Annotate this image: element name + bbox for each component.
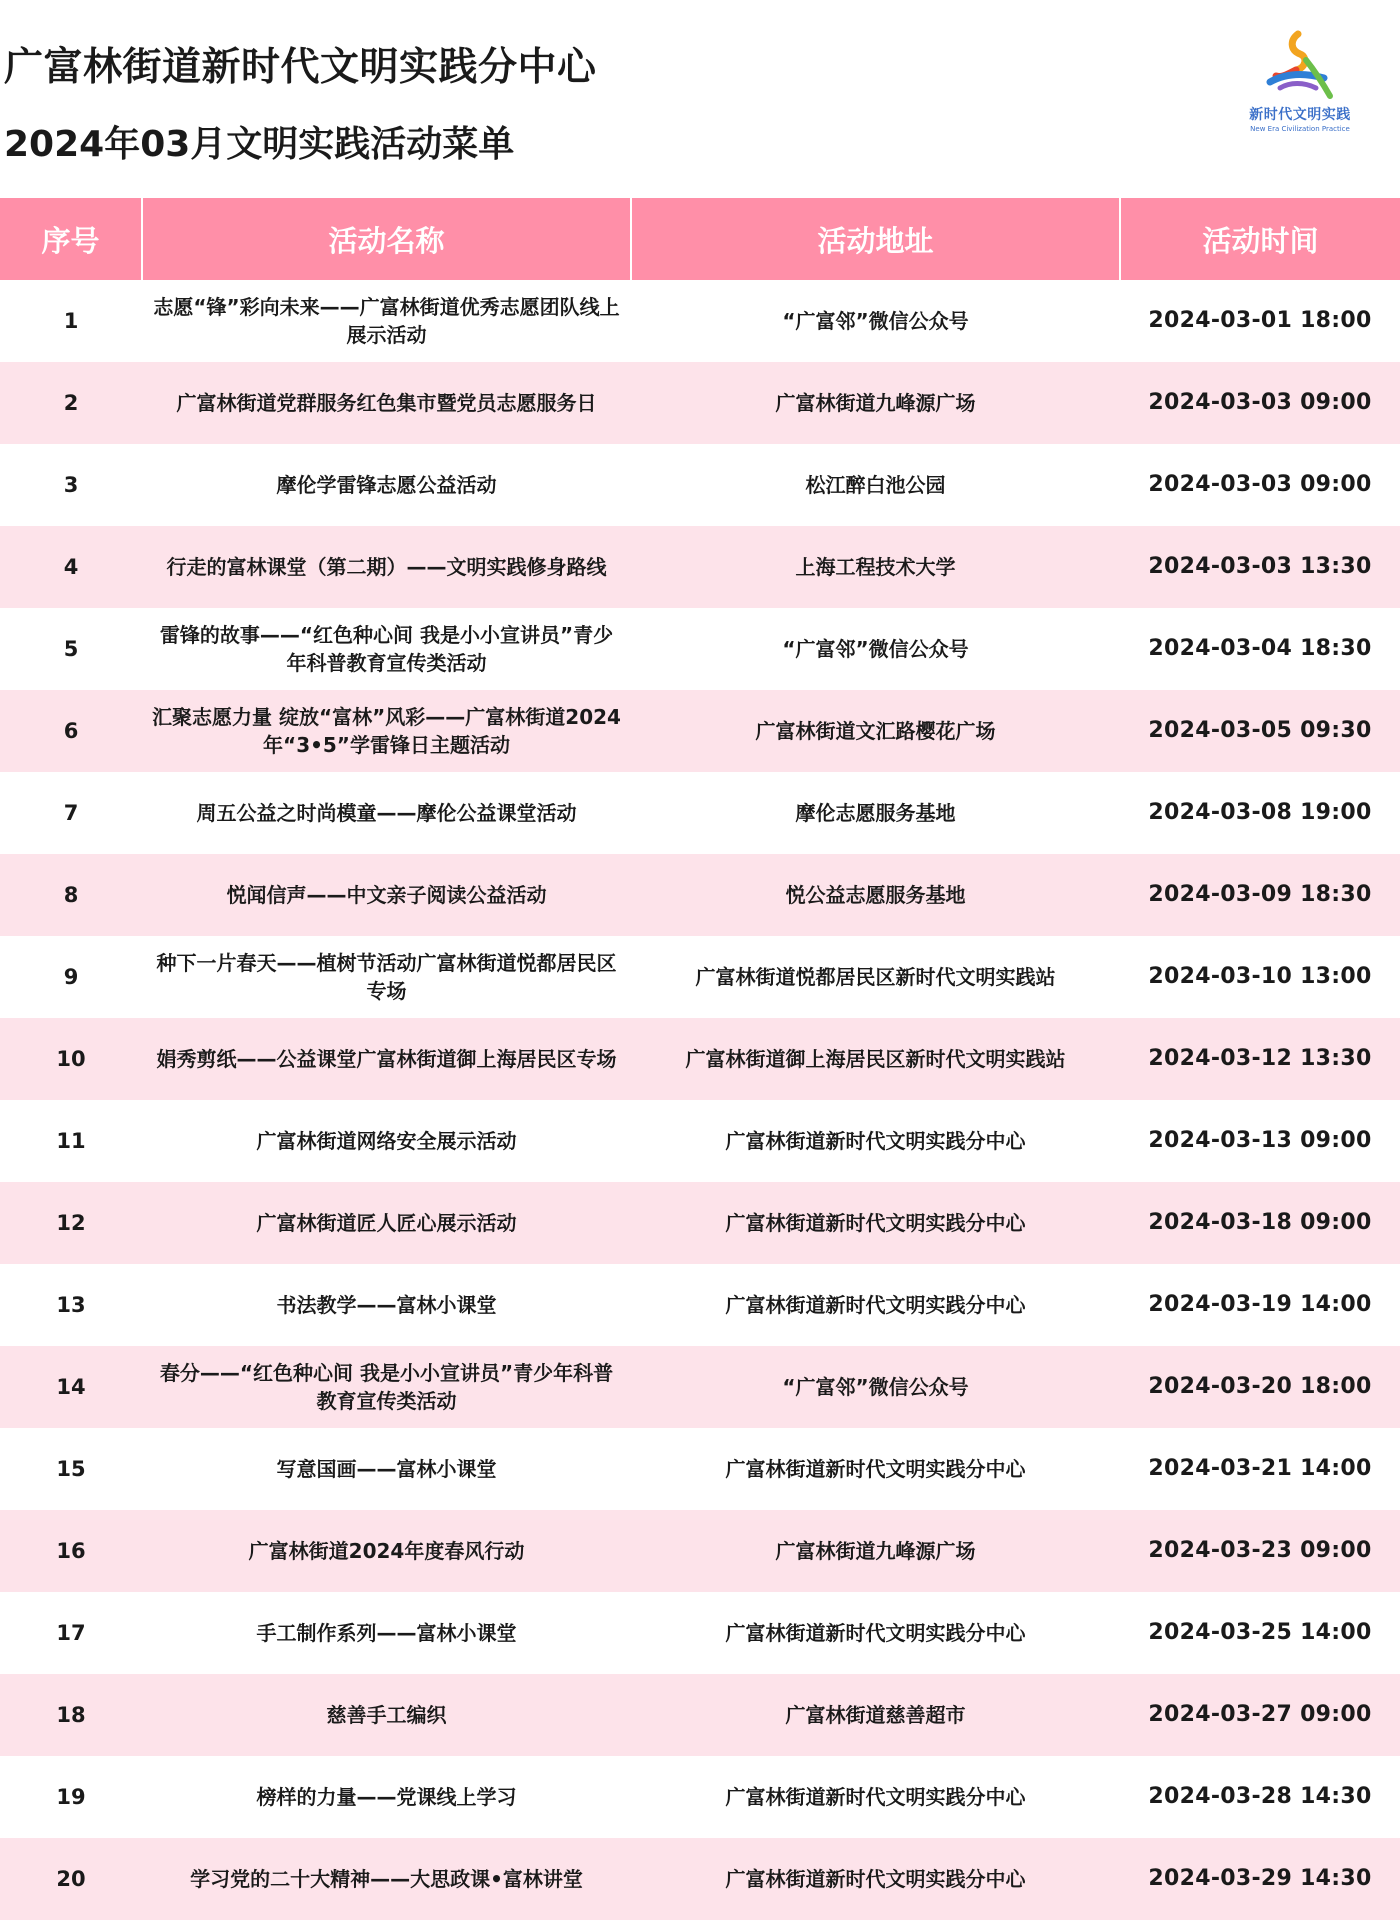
activity-time: 2024-03-18 09:00 (1120, 1182, 1400, 1264)
table-row (0, 1100, 1400, 1182)
activity-time: 2024-03-08 19:00 (1120, 772, 1400, 854)
activity-time: 2024-03-19 14:00 (1120, 1264, 1400, 1346)
activity-table (0, 198, 1400, 1920)
row-number: 3 (0, 444, 142, 526)
table-row (0, 280, 1400, 362)
table-row (0, 936, 1400, 1018)
table-row (0, 1838, 1400, 1920)
activity-time: 2024-03-03 13:30 (1120, 526, 1400, 608)
row-number: 6 (0, 690, 142, 772)
activity-name: 榜样的力量——党课线上学习 (142, 1756, 631, 1838)
table-row (0, 772, 1400, 854)
row-number: 2 (0, 362, 142, 444)
activity-time: 2024-03-12 13:30 (1120, 1018, 1400, 1100)
table-row (0, 608, 1400, 690)
activity-place: “广富邻”微信公众号 (631, 1346, 1120, 1428)
table-row (0, 1018, 1400, 1100)
activity-place: 广富林街道新时代文明实践分中心 (631, 1264, 1120, 1346)
table-row (0, 444, 1400, 526)
row-number: 20 (0, 1838, 142, 1920)
row-number: 9 (0, 936, 142, 1018)
activity-place: 广富林街道新时代文明实践分中心 (631, 1838, 1120, 1920)
activity-name: 广富林街道网络安全展示活动 (142, 1100, 631, 1182)
logo-cn-text: 新时代文明实践 (1249, 107, 1351, 123)
activity-time: 2024-03-25 14:00 (1120, 1592, 1400, 1674)
table-row (0, 1674, 1400, 1756)
activity-time: 2024-03-13 09:00 (1120, 1100, 1400, 1182)
row-number: 19 (0, 1756, 142, 1838)
row-number: 7 (0, 772, 142, 854)
activity-time: 2024-03-23 09:00 (1120, 1510, 1400, 1592)
table-row (0, 526, 1400, 608)
column-header-place: 活动地址 (631, 198, 1120, 280)
activity-place: 广富林街道九峰源广场 (631, 362, 1120, 444)
activity-name: 行走的富林课堂（第二期）——文明实践修身路线 (142, 526, 631, 608)
activity-place: 悦公益志愿服务基地 (631, 854, 1120, 936)
row-number: 16 (0, 1510, 142, 1592)
activity-time: 2024-03-27 09:00 (1120, 1674, 1400, 1756)
activity-name: 汇聚志愿力量 绽放“富林”风彩——广富林街道2024年“3•5”学雷锋日主题活动 (142, 690, 631, 772)
row-number: 8 (0, 854, 142, 936)
table-row (0, 854, 1400, 936)
activity-place: 上海工程技术大学 (631, 526, 1120, 608)
activity-name: 手工制作系列——富林小课堂 (142, 1592, 631, 1674)
activity-name: 春分——“红色种心间 我是小小宣讲员”青少年科普教育宣传类活动 (142, 1346, 631, 1428)
column-header-no: 序号 (0, 198, 142, 280)
activity-place: 广富林街道御上海居民区新时代文明实践站 (631, 1018, 1120, 1100)
activity-name: 摩伦学雷锋志愿公益活动 (142, 444, 631, 526)
activity-name: 书法教学——富林小课堂 (142, 1264, 631, 1346)
activity-time: 2024-03-04 18:30 (1120, 608, 1400, 690)
column-header-time: 活动时间 (1120, 198, 1400, 280)
activity-name: 种下一片春天——植树节活动广富林街道悦都居民区专场 (142, 936, 631, 1018)
activity-time: 2024-03-20 18:00 (1120, 1346, 1400, 1428)
activity-place: 松江醉白池公园 (631, 444, 1120, 526)
row-number: 14 (0, 1346, 142, 1428)
table-row (0, 1264, 1400, 1346)
row-number: 17 (0, 1592, 142, 1674)
table-row (0, 362, 1400, 444)
table-row (0, 690, 1400, 772)
row-number: 10 (0, 1018, 142, 1100)
table-row (0, 1510, 1400, 1592)
page-title: 广富林街道新时代文明实践分中心 (4, 45, 597, 90)
activity-time: 2024-03-03 09:00 (1120, 362, 1400, 444)
activity-name: 志愿“锋”彩向未来——广富林街道优秀志愿团队线上展示活动 (142, 280, 631, 362)
column-header-name: 活动名称 (142, 198, 631, 280)
activity-place: 广富林街道悦都居民区新时代文明实践站 (631, 936, 1120, 1018)
activity-place: 广富林街道慈善超市 (631, 1674, 1120, 1756)
activity-name: 广富林街道匠人匠心展示活动 (142, 1182, 631, 1264)
table-row (0, 1592, 1400, 1674)
activity-place: “广富邻”微信公众号 (631, 608, 1120, 690)
activity-name: 学习党的二十大精神——大思政课•富林讲堂 (142, 1838, 631, 1920)
activity-time: 2024-03-05 09:30 (1120, 690, 1400, 772)
activity-time: 2024-03-29 14:30 (1120, 1838, 1400, 1920)
activity-time: 2024-03-21 14:00 (1120, 1428, 1400, 1510)
activity-name: 广富林街道2024年度春风行动 (142, 1510, 631, 1592)
table-header-row (0, 198, 1400, 280)
row-number: 1 (0, 280, 142, 362)
activity-place: 摩伦志愿服务基地 (631, 772, 1120, 854)
activity-place: 广富林街道新时代文明实践分中心 (631, 1428, 1120, 1510)
activity-place: 广富林街道文汇路樱花广场 (631, 690, 1120, 772)
table-row (0, 1428, 1400, 1510)
activity-place: 广富林街道新时代文明实践分中心 (631, 1756, 1120, 1838)
row-number: 11 (0, 1100, 142, 1182)
page-subtitle: 2024年03月文明实践活动菜单 (4, 124, 515, 165)
activity-name: 慈善手工编织 (142, 1674, 631, 1756)
activity-place: 广富林街道新时代文明实践分中心 (631, 1100, 1120, 1182)
activity-place: 广富林街道新时代文明实践分中心 (631, 1182, 1120, 1264)
activity-name: 悦闻信声——中文亲子阅读公益活动 (142, 854, 631, 936)
row-number: 5 (0, 608, 142, 690)
page-header (0, 0, 1400, 198)
activity-name: 写意国画——富林小课堂 (142, 1428, 631, 1510)
activity-time: 2024-03-01 18:00 (1120, 280, 1400, 362)
activity-time: 2024-03-09 18:30 (1120, 854, 1400, 936)
row-number: 13 (0, 1264, 142, 1346)
table-row (0, 1756, 1400, 1838)
activity-time: 2024-03-03 09:00 (1120, 444, 1400, 526)
row-number: 4 (0, 526, 142, 608)
table-row (0, 1346, 1400, 1428)
activity-place: 广富林街道新时代文明实践分中心 (631, 1592, 1120, 1674)
activity-name: 雷锋的故事——“红色种心间 我是小小宣讲员”青少年科普教育宣传类活动 (142, 608, 631, 690)
activity-name: 周五公益之时尚模童——摩伦公益课堂活动 (142, 772, 631, 854)
activity-place: 广富林街道九峰源广场 (631, 1510, 1120, 1592)
activity-time: 2024-03-28 14:30 (1120, 1756, 1400, 1838)
activity-name: 广富林街道党群服务红色集市暨党员志愿服务日 (142, 362, 631, 444)
activity-time: 2024-03-10 13:00 (1120, 936, 1400, 1018)
table-row (0, 1182, 1400, 1264)
activity-place: “广富邻”微信公众号 (631, 280, 1120, 362)
logo-en-text: New Era Civilization Practice (1250, 125, 1350, 133)
row-number: 12 (0, 1182, 142, 1264)
row-number: 15 (0, 1428, 142, 1510)
new-era-civilization-logo-icon (1260, 30, 1340, 102)
activity-name: 娟秀剪纸——公益课堂广富林街道御上海居民区专场 (142, 1018, 631, 1100)
row-number: 18 (0, 1674, 142, 1756)
logo (1232, 30, 1368, 148)
